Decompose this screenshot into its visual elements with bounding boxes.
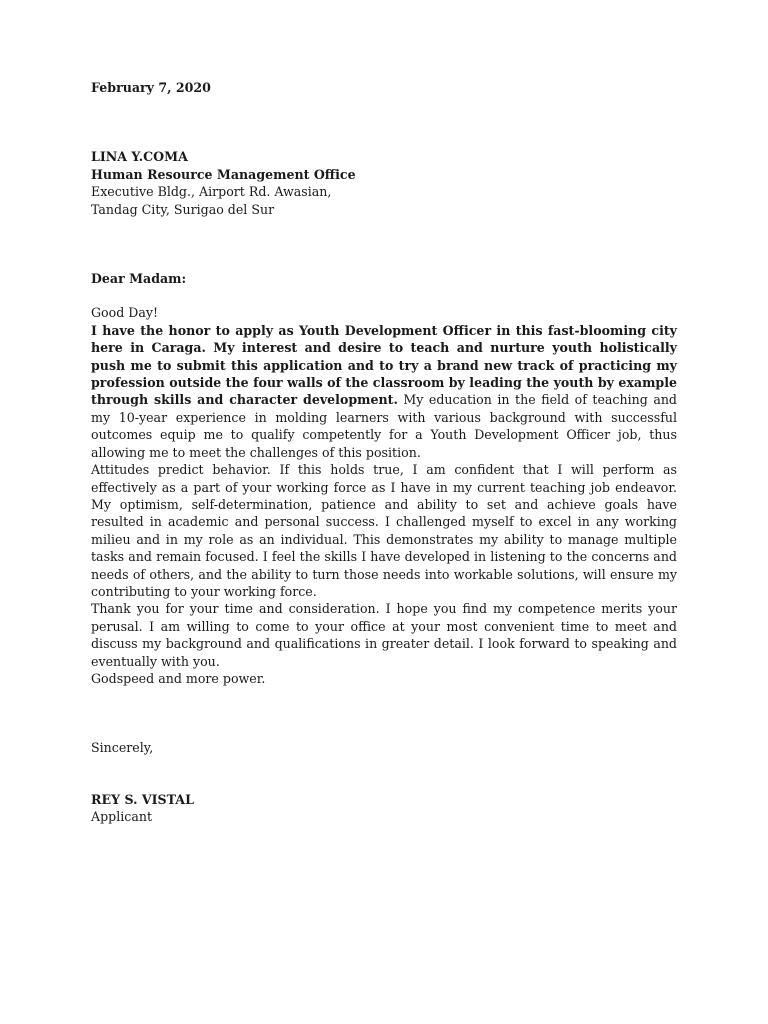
greeting: Good Day!: [91, 305, 159, 321]
salutation: Dear Madam:: [91, 271, 187, 287]
cover-letter: [91, 79, 677, 826]
paragraph-1-rest: My education in the field of teaching and my 10-year experience in molding learners with various background with successful outcomes equip me to qualify competently for a Youth Development Officer job, thus allowing me to meet the challenges of this position.: [91, 392, 677, 460]
letter-date: February 7, 2020: [91, 80, 211, 95]
paragraph-1: [91, 322, 677, 461]
signatory-title: Applicant: [91, 809, 153, 825]
recipient-name: LINA Y.COMA: [91, 149, 188, 165]
recipient-address-line2: Tandag City, Surigao del Sur: [91, 201, 275, 217]
paragraph-2: Attitudes predict behavior. If this holds true, I am confident that I will perform as effectively as a part of your working force as I have in my current teaching job endeavor. My optimism, self-determination, patience and ability to set and achieve goals have resulted in academic and personal success. I challenged myself to excel in any working milieu and in my role as an individual. This demonstrates my ability to manage multiple tasks and remain focused. I feel the skills I have developed in listening to the concerns and needs of others, and the ability to turn those needs into workable solutions, will ensure my contributing to your working force.: [91, 462, 677, 599]
closing: Sincerely,: [91, 740, 154, 756]
paragraph-4: Godspeed and more power.: [91, 670, 266, 686]
paragraph-3: Thank you for your time and consideration. I hope you find my competence merits your perusal. I am willing to come to your office at your most convenient time to meet and discuss my background and qualifications in greater detail. I look forward to speaking and eventually with you.: [91, 601, 677, 669]
letter-body: [91, 304, 677, 687]
signatory-block: [91, 791, 677, 826]
recipient-address-line1: Executive Bldg., Airport Rd. Awasian,: [91, 184, 332, 200]
signatory-name: REY S. VISTAL: [91, 791, 194, 807]
paragraph-1-bold-intro: I have the honor to apply as Youth Development Officer in this fast-blooming city here in Caraga. My interest and desire to teach and nurture youth holistically push me to submit this application and to try a brand new track of practicing my profession outside the four walls of the classroom by leading the youth by example through skills and character development.: [91, 322, 677, 408]
recipient-office: Human Resource Management Office: [91, 166, 356, 182]
recipient-block: [91, 148, 677, 218]
